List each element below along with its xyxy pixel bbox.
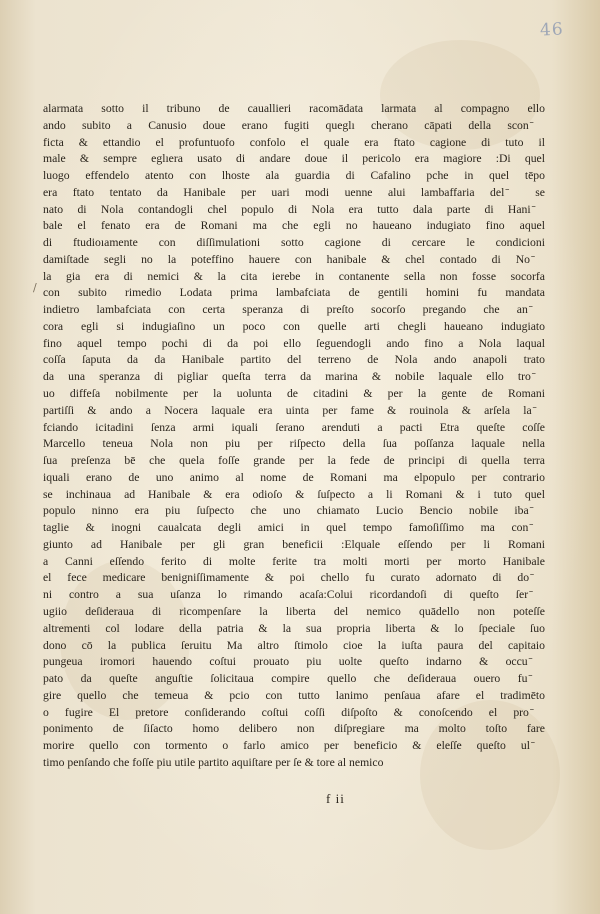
text-block (43, 101, 545, 772)
text-line: iquali erano de uno animo al nome de Romani ma elpopulo per contrario (43, 470, 545, 484)
text-line: populo ninno era piu ſuſpecto che uno chiamato Lucio Bencio nobile iba ̄ (43, 504, 545, 518)
text-line: ugiio deſideraua di ricompenſare la liberta del nemico quādello non poteſſe (43, 604, 545, 618)
page-number: 46 (539, 19, 565, 41)
text-line: pato da queſte anguſtie ſolicitaua compire quello che deſideraua ouero fu ̄ (43, 672, 545, 686)
text-line: partiſſi & ando a Nocera laquale era uinta per fame & rouinola & arſela la ̄ (43, 403, 545, 417)
text-line: ponimento de ſiſacto homo delibero non diſpregiare ma molto toſto fare (43, 722, 545, 736)
text-line: da una speranza di pigliar queſta terra da marina & nobile laquale ello tro ̄ (43, 370, 545, 384)
text-line: altrementi col lodare della patria & la sua propria liberta & lo ſpeciale ſuo (43, 621, 545, 635)
text-line: dono cō la publica ſeruitu Ma altro ſtimolo cioe la iuſta paura del capitaio (43, 638, 545, 652)
margin-mark: / (33, 281, 37, 294)
text-line: se inchinaua ad Hanibale & era odioſo & ſuſpecto a li Romani & i tuto quel (43, 487, 545, 501)
text-line: bale el fenato era de Romani ma che egli no haueano indugiato fino aquel (43, 219, 545, 233)
text-line: ſua preſenza bē che quela foſſe grande per la fede de principi di quella terra (43, 454, 545, 468)
text-line: el fece medicare benigniſſimamente & poi chello fu curato adornato di do ̄ (43, 571, 545, 585)
text-line: pungeua iromori hauendo coſtui prouato piu uolte queſto indarno & occu ̄ (43, 655, 545, 669)
text-line: morire quello con tormento o farlo amico per beneficio & eleſſe queſto ul ̄ (43, 739, 545, 753)
text-line: uo diffeſa nobilmente per la uolunta de citadini & per la gente de Romani (43, 387, 545, 401)
text-line: male & sempre eglıera usato di andare doue il pericolo era magiore :Di quel (43, 152, 545, 166)
text-line: fino aquel tempo pochi di da poi ello ſeguendogli ando fino a Nola laqual (43, 336, 545, 350)
text-line: taglie & inogni caualcata degli amici in quel tempo famoſiſſimo ma con ̄ (43, 521, 545, 535)
text-line: timo penſando che foſſe piu utile partito aquiſtare per ſe & tore al nemico (43, 755, 384, 769)
text-line: con subito rimedio Lodata prima lambafciata de gentili homini fu mandata (43, 286, 545, 300)
text-line: fciando icitadini ſenza armi iquali ſerano arenduti a pacti Etra queſte coſſe (43, 420, 545, 434)
text-line: ando subito a Canusio doue erano fugiti queglı cherano cāpati della scon ̄ (43, 118, 545, 132)
text-line: luogo effendelo atento con lhoste ala guardia di Cafalino pche in quel tēpo (43, 169, 545, 183)
text-line: Marcello teneua Nola non piu per riſpecto della ſua poſſanza laquale nella (43, 437, 545, 451)
text-line: gire quello che temeua & pcio con tutto lanimo penſaua afare el tradimēto (43, 688, 545, 702)
text-line: giunto ad Hanibale per gli gran beneficii :Elquale eſſendo per li Romani (43, 537, 545, 551)
text-line: la gia era di nemici & la cita ierebe in contanente sella non fosse socorfa (43, 269, 545, 283)
text-line: a Canni eſſendo ferito di molte ferite tra molti morti per morto Hanibale (43, 554, 545, 568)
text-line: indietro lambafciata con certa speranza di preſto socorſo pregando che an ̄ (43, 303, 545, 317)
text-line: o fugire El pretore conſiderando coſtui coſſi diſpoſto & conoſcendo el pro ̄ (43, 705, 545, 719)
text-line: cora egli si indugiaſino un poco con quelle arti chegli haueano indugiato (43, 319, 545, 333)
signature-mark: f ii (326, 791, 345, 806)
text-line: nato di Nola contandogli chel populo di Nola era tutto dala parte di Hani ̄ (43, 202, 545, 216)
text-line: alarmata sotto il tribuno de cauallieri racomādata larmata al compagno ello (43, 102, 545, 115)
text-line: ni contro a sua uſanza lo rimando acaſa:Colui ricordandoſi di queſto ſer ̄ (43, 588, 545, 602)
text-line: damiſtade segli no la poteffino hauere con hanibale & chel contado di No ̄ (43, 252, 545, 266)
text-line: ficta & ettandio el profuntuofo confolo el quale era ftato cagione di tuto il (43, 135, 545, 149)
text-line: di ftudioıamente con diſſimulationi sotto cagione di cercare le condicioni (43, 236, 545, 250)
text-line: era ftato tentato da Hanibale per uari modi uenne alui lambaffaria del ̄ se (43, 185, 545, 199)
text-line: coſſa ſaputa da da Hanibale partito del terreno de Nola ando anapoli trato (43, 353, 545, 367)
